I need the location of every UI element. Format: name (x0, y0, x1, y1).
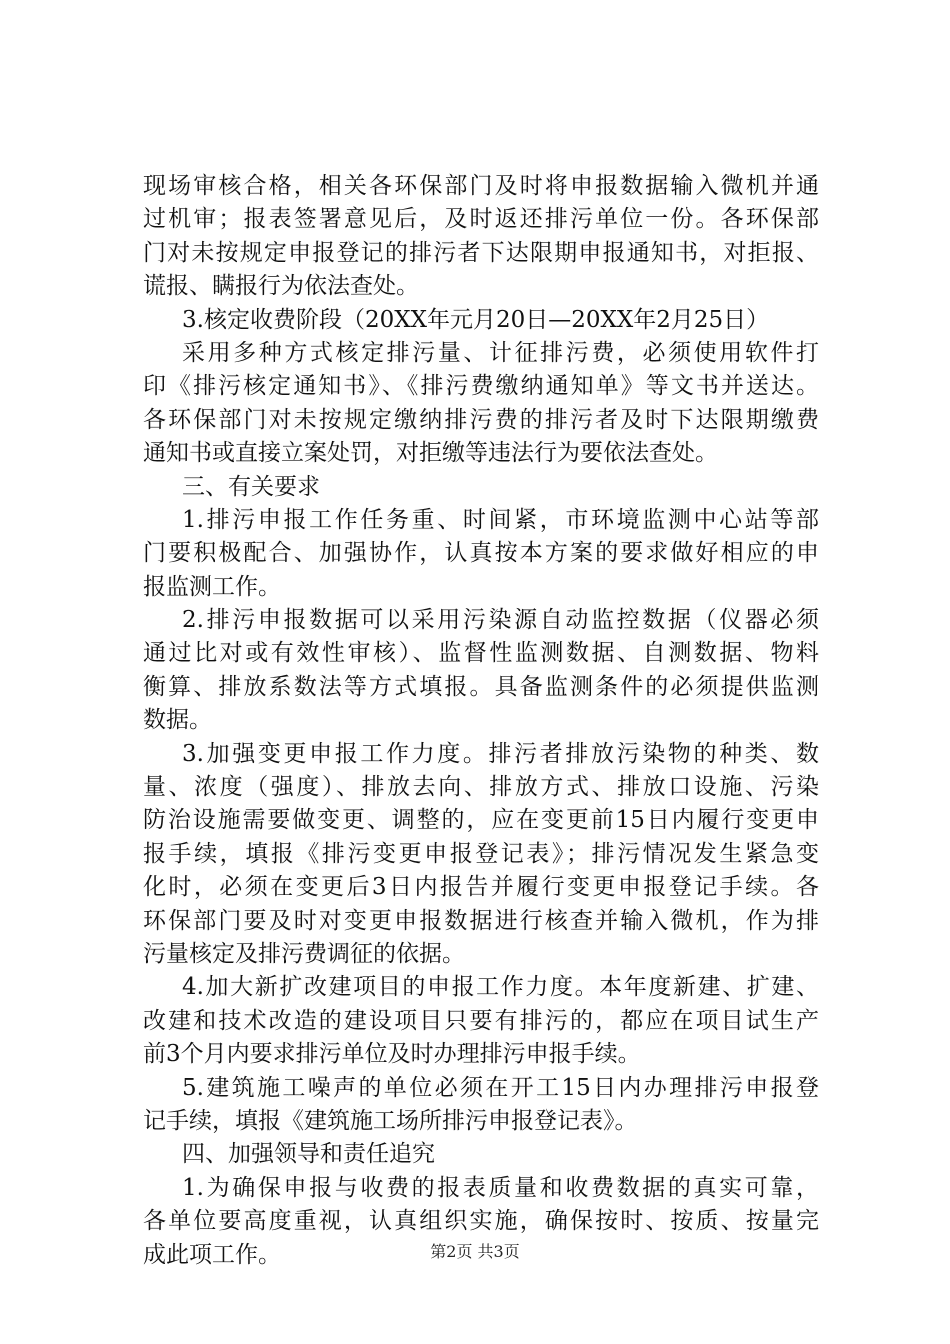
text-line: 门要积极配合、加强协作，认真按本方案的要求做好相应的申 (143, 540, 819, 567)
page-footer: 第2页 共3页 (430, 1242, 520, 1261)
text-line: 改建和技术改造的建设项目只要有排污的，都应在项目试生产 (143, 1007, 819, 1034)
text-line: 量、浓度（强度）、排放去向、排放方式、排放口设施、污染 (143, 774, 819, 801)
text-line: 化时，必须在变更后3日内报告并履行变更申报登记手续。各 (143, 874, 819, 901)
text-line: 2.排污申报数据可以采用污染源自动监控数据（仪器必须 (182, 607, 819, 634)
text-line: 现场审核合格，相关各环保部门及时将申报数据输入微机并通 (143, 173, 819, 199)
document-body (143, 170, 819, 1272)
text-line: 成此项工作。 (143, 1241, 281, 1268)
text-line: 各单位要高度重视，认真组织实施，确保按时、按质、按量完 (143, 1208, 819, 1235)
text-line: 四、加强领导和责任追究 (182, 1141, 435, 1168)
text-line: 三、有关要求 (182, 473, 320, 500)
text-line: 数据。 (143, 707, 212, 734)
text-line: 印《排污核定通知书》、《排污费缴纳通知单》等文书并送达。 (143, 373, 819, 400)
text-line: 通过比对或有效性审核）、监督性监测数据、自测数据、物料 (143, 640, 819, 667)
text-line: 环保部门要及时对变更申报数据进行核查并输入微机，作为排 (143, 907, 819, 934)
text-line: 3.加强变更申报工作力度。排污者排放污染物的种类、数 (182, 740, 819, 767)
text-line: 通知书或直接立案处罚，对拒缴等违法行为要依法查处。 (143, 440, 718, 467)
text-line: 1.为确保申报与收费的报表质量和收费数据的真实可靠， (182, 1174, 819, 1201)
text-line: 前3个月内要求排污单位及时办理排污申报手续。 (143, 1041, 641, 1068)
text-line: 1.排污申报工作任务重、时间紧，市环境监测中心站等部 (182, 506, 819, 533)
text-line: 污量核定及排污费调征的依据。 (143, 940, 465, 967)
text-line: 衡算、排放系数法等方式填报。具备监测条件的必须提供监测 (143, 673, 819, 700)
text-line: 3.核定收费阶段（20XX年元月20日—20XX年2月25日） (182, 306, 770, 333)
text-line: 报监测工作。 (143, 573, 281, 600)
text-line: 谎报、瞒报行为依法查处。 (143, 273, 419, 300)
text-line: 各环保部门对未按规定缴纳排污费的排污者及时下达限期缴费 (143, 406, 819, 433)
text-line: 报手续，填报《排污变更申报登记表》；排污情况发生紧急变 (143, 840, 819, 867)
text-line: 防治设施需要做变更、调整的，应在变更前15日内履行变更申 (143, 807, 819, 834)
text-line: 记手续，填报《建筑施工场所排污申报登记表》。 (143, 1107, 638, 1134)
text-line: 门对未按规定申报登记的排污者下达限期申报通知书，对拒报、 (143, 239, 819, 266)
text-line: 过机审；报表签署意见后，及时返还排污单位一份。各环保部 (143, 206, 819, 233)
text-line: 4.加大新扩改建项目的申报工作力度。本年度新建、扩建、 (182, 974, 819, 1001)
text-line: 采用多种方式核定排污量、计征排污费，必须使用软件打 (182, 339, 819, 366)
text-line: 5.建筑施工噪声的单位必须在开工15日内办理排污申报登 (182, 1074, 819, 1101)
